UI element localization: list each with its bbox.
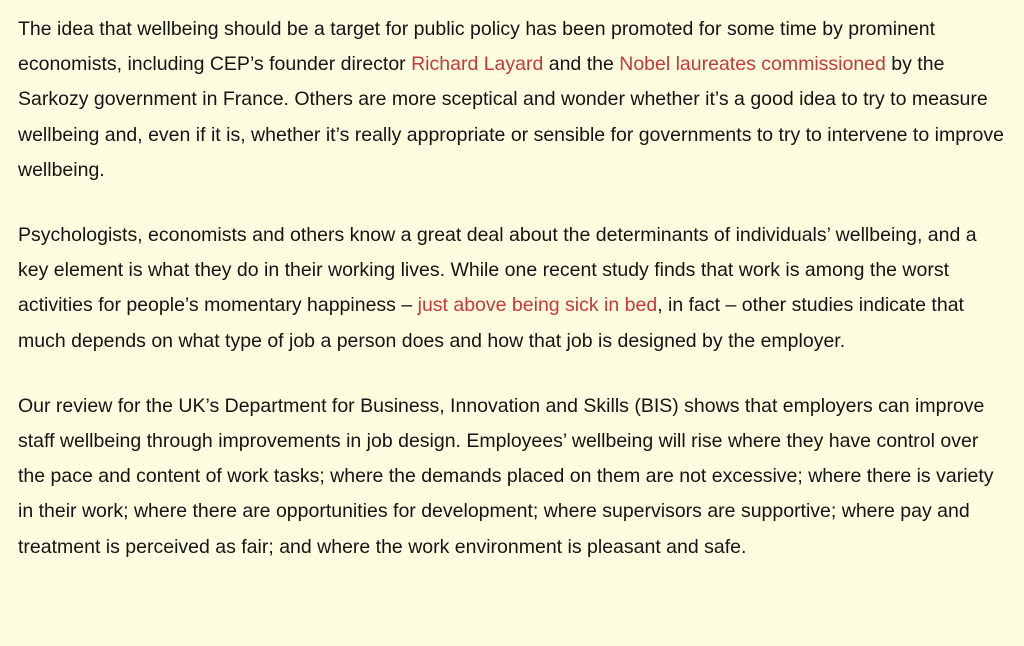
paragraph-1-text-b: and the xyxy=(543,53,620,76)
nobel-laureates-link[interactable]: Nobel laureates commissioned xyxy=(619,53,886,76)
paragraph-2 xyxy=(18,218,1008,359)
sick-in-bed-link[interactable]: just above being sick in bed xyxy=(417,294,658,317)
paragraph-2-text-b: , in fact – other studies indicate that much depends on what type of job a person does and how that job is designed by the employer. xyxy=(18,294,964,352)
article-body xyxy=(18,12,1008,595)
paragraph-1-text-a: The idea that wellbeing should be a target for public policy has been promoted for some time by prominent economists, including CEP’s founder director xyxy=(18,18,936,76)
paragraph-2-text-a: Psychologists, economists and others know a great deal about the determinants of individuals’ wellbeing, and a key element is what they do in their working lives. While one recent study finds that work is among the worst activities for people’s momentary happiness – xyxy=(18,224,977,317)
paragraph-1 xyxy=(18,12,1008,188)
paragraph-1-text-c: by the Sarkozy government in France. Others are more sceptical and wonder whether it’s a good idea to try to measure wellbeing and, even if it is, whether it’s really appropriate or sensible for governments to try to intervene to improve wellbeing. xyxy=(18,53,1004,181)
paragraph-3: Our review for the UK’s Department for Business, Innovation and Skills (BIS) shows that employers can improve staff wellbeing through improvements in job design. Employees’ wellbeing will rise where they have control over the pace and content of work tasks; where the demands placed on them are not excessive; where there is variety in their work; where there are opportunities for development; where supervisors are supportive; where pay and treatment is perceived as fair; and where the work environment is pleasant and safe. xyxy=(18,394,994,558)
richard-layard-link[interactable]: Richard Layard xyxy=(411,53,544,76)
